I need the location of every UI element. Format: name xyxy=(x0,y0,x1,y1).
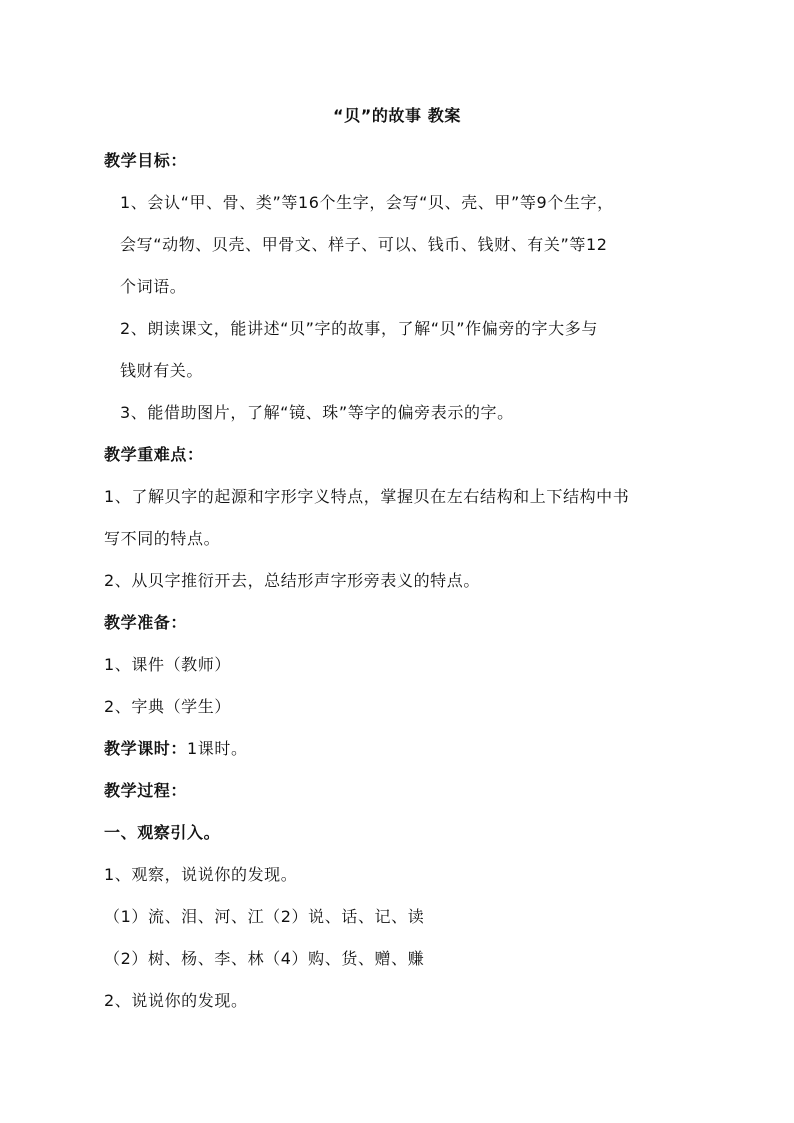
process-heading: 教学过程： xyxy=(104,781,188,800)
key-point-1-line-1: 1、了解贝字的起源和字形字义特点，掌握贝在左右结构和上下结构中书 xyxy=(104,487,630,506)
hours-value: 1课时。 xyxy=(187,739,248,758)
goal-2-line-2: 钱财有关。 xyxy=(120,361,204,380)
prep-heading: 教学准备： xyxy=(104,613,188,632)
key-point-2: 2、从贝字推衍开去，总结形声字形旁表义的特点。 xyxy=(104,571,480,590)
prep-item-1: 1、课件（教师） xyxy=(104,655,231,674)
goal-3: 3、能借助图片，了解“镜、珠”等字的偏旁表示的字。 xyxy=(120,403,514,422)
step-1-item-2: 2、说说你的发现。 xyxy=(104,991,248,1010)
goal-1-line-1: 1、会认“甲、骨、类”等16个生字，会写“贝、壳、甲”等9个生字， xyxy=(120,193,614,212)
key-points-heading: 教学重难点： xyxy=(104,445,204,464)
goal-2-line-1: 2、朗读课文，能讲述“贝”字的故事，了解“贝”作偏旁的字大多与 xyxy=(120,319,598,338)
goal-1-line-2: 会写“动物、贝壳、甲骨文、样子、可以、钱币、钱财、有关”等12 xyxy=(120,235,608,254)
hours-label: 教学课时： xyxy=(104,739,188,758)
key-point-1-line-2: 写不同的特点。 xyxy=(104,529,221,548)
goal-1-line-3: 个词语。 xyxy=(120,277,187,296)
hours-line xyxy=(104,738,248,760)
step-1-row-1: （1）流、泪、河、江（2）说、话、记、读 xyxy=(104,907,425,926)
step-1-row-2: （2）树、杨、李、林（4）购、货、赠、赚 xyxy=(104,949,425,968)
prep-item-2: 2、字典（学生） xyxy=(104,697,231,716)
goals-heading: 教学目标： xyxy=(104,151,188,170)
document-title: “贝”的故事 教案 xyxy=(332,106,461,125)
step-1-item-1: 1、观察，说说你的发现。 xyxy=(104,865,298,884)
step-1-heading: 一、观察引入。 xyxy=(104,823,221,842)
